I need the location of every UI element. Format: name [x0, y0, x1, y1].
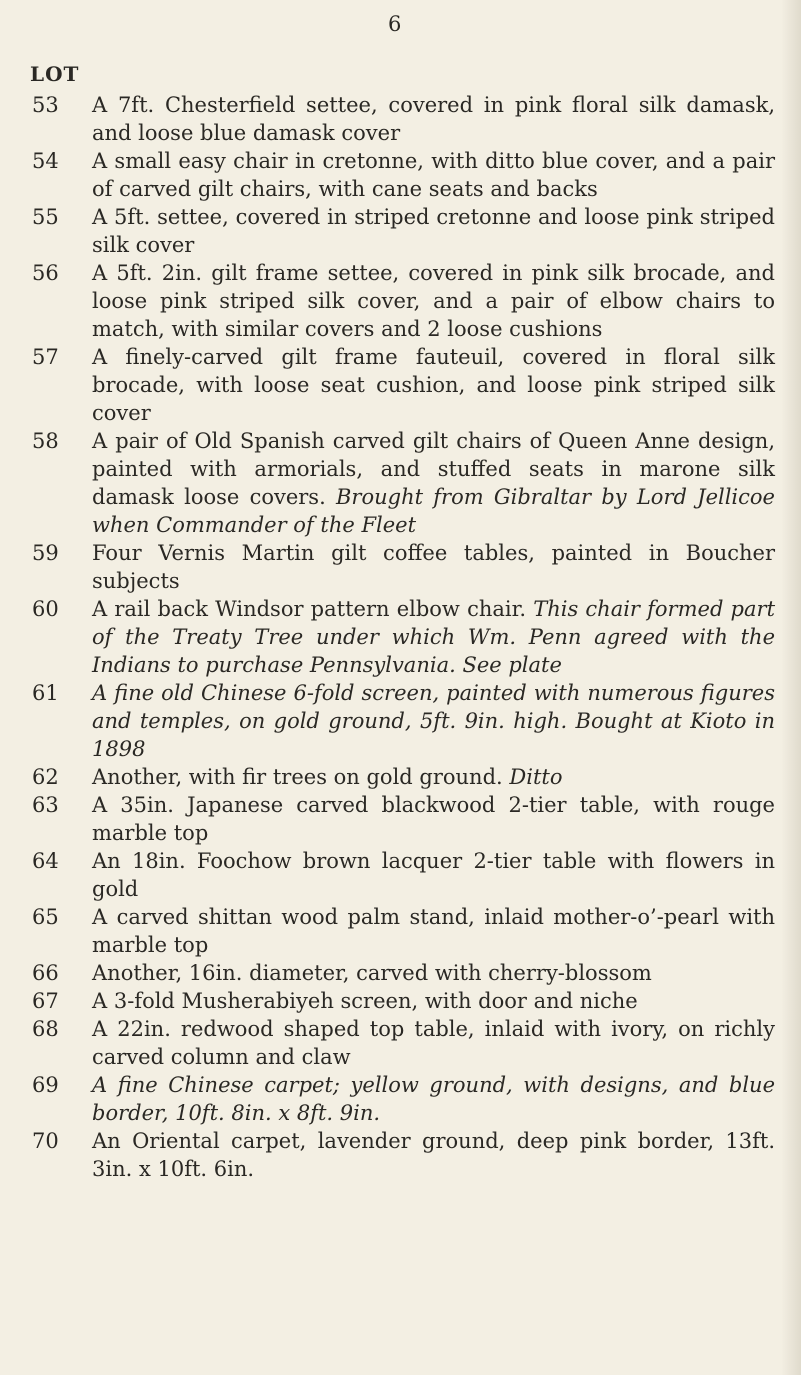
lot-text: A 35in. Japanese carved blackwood 2-tier table, with rouge marble top — [92, 793, 775, 845]
lot-text: Another, with fir trees on gold ground. — [92, 765, 503, 789]
lot-entry — [32, 259, 777, 343]
lot-entry — [32, 1015, 777, 1071]
lot-number: 69 — [32, 1073, 59, 1097]
lot-entry — [32, 847, 777, 903]
lot-entry — [32, 959, 777, 987]
lot-italic-text: A fine Chinese carpet; yellow ground, with designs, and blue border, 10ft. 8in. x 8ft. 9in. — [92, 1073, 775, 1125]
lot-number: 70 — [32, 1129, 59, 1153]
lot-description — [92, 679, 777, 763]
lot-description — [92, 987, 777, 1015]
lot-description — [92, 91, 777, 147]
lot-text: A pair of Old Spanish carved gilt chairs of Queen Anne design, painted with armorials, and stuffed seats in marone silk damask loose covers. — [92, 429, 775, 509]
lot-text: An Oriental carpet, lavender ground, deep pink border, 13ft. 3in. x 10ft. 6in. — [92, 1129, 775, 1181]
lot-provenance-note: Ditto — [509, 765, 563, 789]
lot-description — [92, 1015, 777, 1071]
lot-description — [92, 763, 777, 791]
lot-entry — [32, 987, 777, 1015]
lot-number: 56 — [32, 261, 59, 285]
lot-provenance-note: Brought from Gibraltar by Lord Jellicoe when Commander of the Fleet — [92, 485, 775, 537]
lot-number: 67 — [32, 989, 59, 1013]
lot-entry — [32, 539, 777, 595]
lot-entry — [32, 763, 777, 791]
lot-entry — [32, 203, 777, 259]
lot-text: A 22in. redwood shaped top table, inlaid with ivory, on richly carved column and claw — [92, 1017, 775, 1069]
lot-entry — [32, 91, 777, 147]
lot-description — [92, 595, 777, 679]
lot-column-header: LOT — [30, 62, 80, 86]
lot-number: 60 — [32, 597, 59, 621]
lot-text: A 5ft. 2in. gilt frame settee, covered in pink silk brocade, and loose pink striped silk cover, and a pair of elbow chairs to match, with similar covers and 2 loose cushions — [92, 261, 775, 341]
lot-number: 65 — [32, 905, 59, 929]
lot-text: Four Vernis Martin gilt coffee tables, painted in Boucher subjects — [92, 541, 775, 593]
lot-description — [92, 203, 777, 259]
page-edge-shadow — [781, 0, 801, 1375]
lot-number: 66 — [32, 961, 59, 985]
lot-number: 68 — [32, 1017, 59, 1041]
lot-description — [92, 959, 777, 987]
lot-description — [92, 539, 777, 595]
lot-text: A 7ft. Chesterfield settee, covered in pink floral silk damask, and loose blue damask cover — [92, 93, 775, 145]
lot-entry — [32, 1127, 777, 1183]
lot-description — [92, 427, 777, 539]
lot-number: 59 — [32, 541, 59, 565]
lot-text: An 18in. Foochow brown lacquer 2-tier table with flowers in gold — [92, 849, 775, 901]
lot-number: 55 — [32, 205, 59, 229]
lot-list — [32, 91, 777, 1183]
lot-text: Another, 16in. diameter, carved with cherry-blossom — [92, 961, 652, 985]
lot-text: A finely-carved gilt frame fauteuil, covered in floral silk brocade, with loose seat cushion, and loose pink striped silk cover — [92, 345, 775, 425]
lot-entry — [32, 147, 777, 203]
lot-text: A 5ft. settee, covered in striped cretonne and loose pink striped silk cover — [92, 205, 775, 257]
lot-text: A rail back Windsor pattern elbow chair. — [92, 597, 527, 621]
lot-entry — [32, 679, 777, 763]
lot-entry — [32, 1071, 777, 1127]
lot-description — [92, 1071, 777, 1127]
lot-number: 58 — [32, 429, 59, 453]
lot-entry — [32, 791, 777, 847]
lot-text: A carved shittan wood palm stand, inlaid mother-o’-pearl with marble top — [92, 905, 775, 957]
lot-description — [92, 903, 777, 959]
page-number: 6 — [388, 12, 402, 36]
lot-description — [92, 791, 777, 847]
lot-italic-text: A fine old Chinese 6-fold screen, painted with numerous figures and temples, on gold ground, 5ft. 9in. high. Bought at Kioto in 1898 — [92, 681, 775, 761]
lot-description — [92, 1127, 777, 1183]
lot-entry — [32, 343, 777, 427]
lot-entry — [32, 903, 777, 959]
lot-entry — [32, 595, 777, 679]
lot-text: A 3-fold Musherabiyeh screen, with door and niche — [92, 989, 638, 1013]
lot-number: 64 — [32, 849, 59, 873]
lot-number: 54 — [32, 149, 59, 173]
lot-number: 57 — [32, 345, 59, 369]
lot-description — [92, 259, 777, 343]
lot-number: 61 — [32, 681, 59, 705]
lot-entry — [32, 427, 777, 539]
lot-text: A small easy chair in cretonne, with ditto blue cover, and a pair of carved gilt chairs, with cane seats and backs — [92, 149, 775, 201]
lot-number: 53 — [32, 93, 59, 117]
lot-provenance-note: This chair formed part of the Treaty Tree under which Wm. Penn agreed with the Indians to purchase Pennsylvania. See plate — [92, 597, 776, 677]
lot-number: 62 — [32, 765, 59, 789]
lot-description — [92, 147, 777, 203]
lot-description — [92, 847, 777, 903]
lot-description — [92, 343, 777, 427]
lot-number: 63 — [32, 793, 59, 817]
